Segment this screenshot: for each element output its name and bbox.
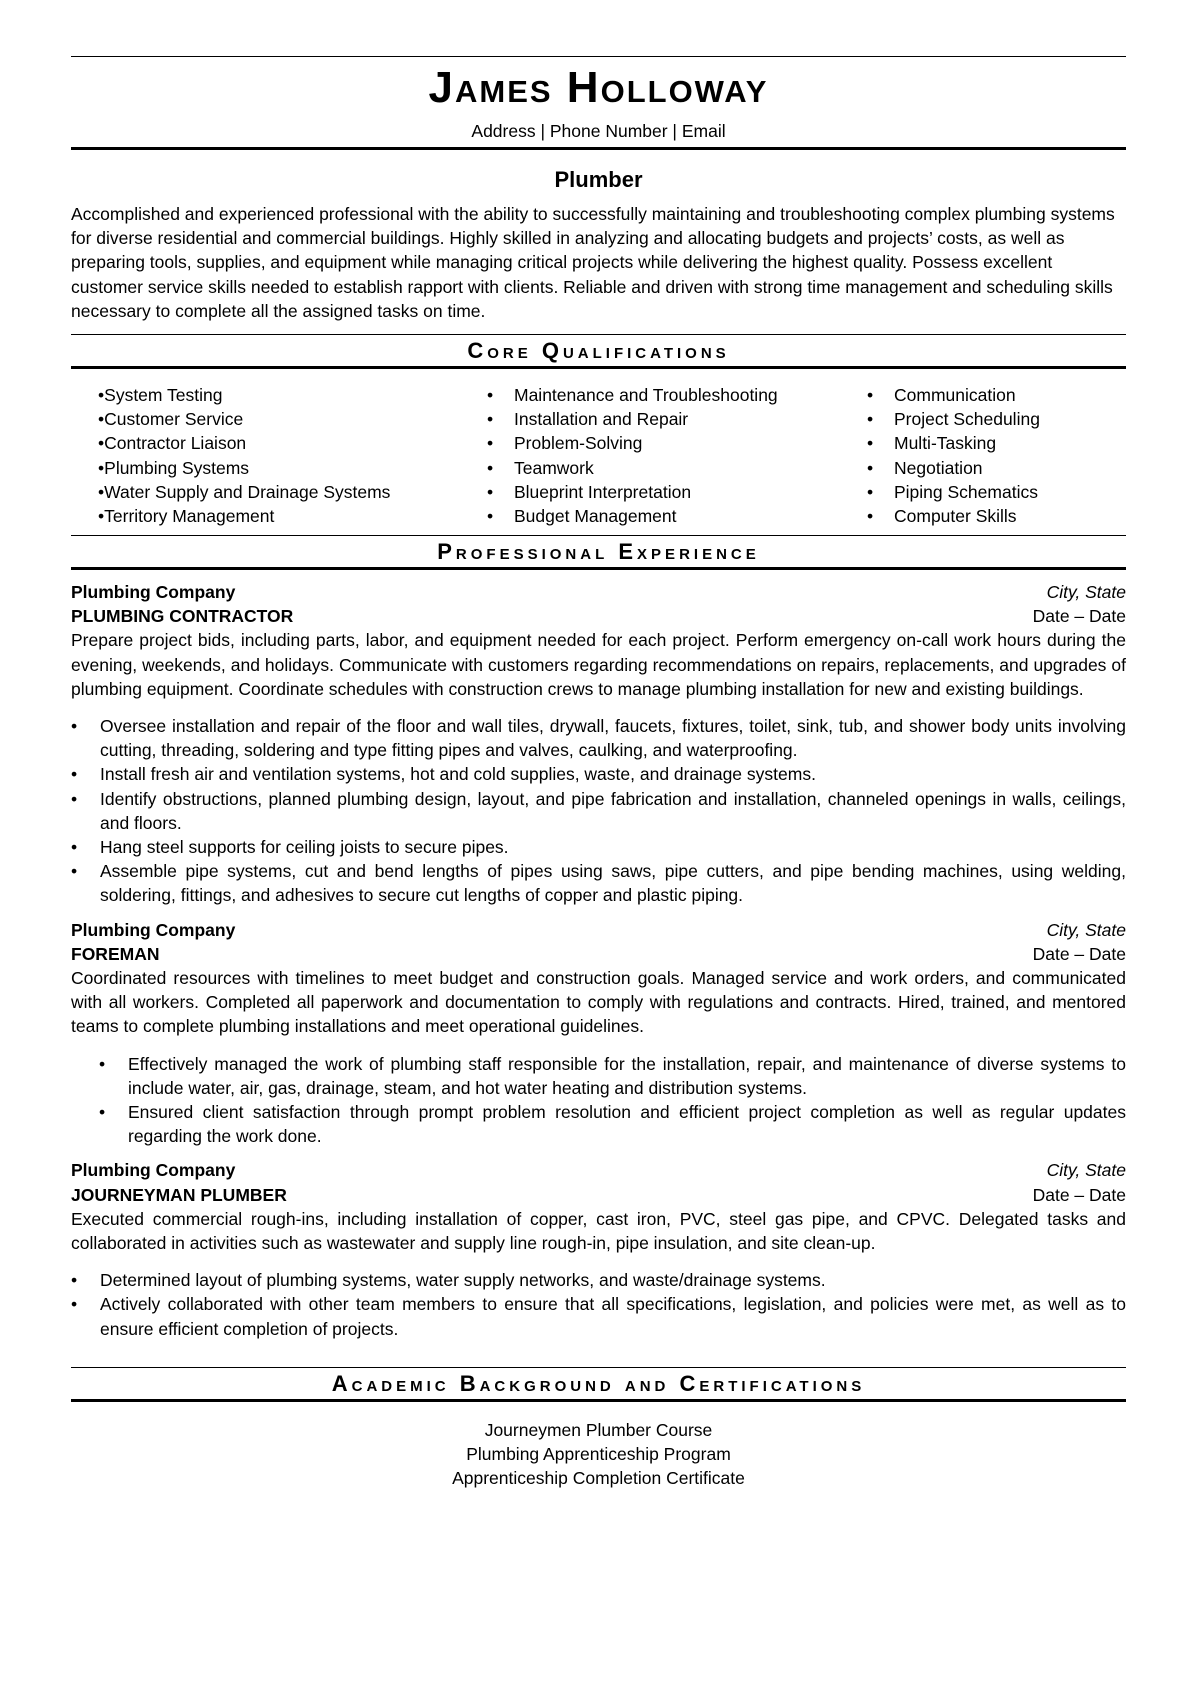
bullet-icon: • bbox=[71, 716, 78, 736]
job-entry-2 bbox=[71, 918, 1126, 1149]
job-bullets bbox=[71, 714, 1126, 908]
core-qualifications-grid bbox=[71, 383, 1126, 527]
bullet-icon: • bbox=[867, 481, 874, 502]
qualification-item: • Piping Schematics bbox=[867, 481, 1038, 502]
job-description: Coordinated resources with timelines to meet budget and construction goals. Managed service and work orders, and communicated with all workers. Completed all paperwork and documentation to comply with regulations and contracts. Hired, trained, and mentored teams to complete plumbing installations and meet operational guidelines. bbox=[71, 968, 1126, 1037]
qualification-item: • Blueprint Interpretation bbox=[487, 481, 692, 502]
candidate-name: James Holloway bbox=[428, 63, 769, 112]
list-item: • Ensured client satisfaction through prompt problem resolution and efficient project completion as well as regular updates regarding the work done. bbox=[99, 1102, 1126, 1147]
job-description: Executed commercial rough-ins, including installation of copper, cast iron, PVC, steel gas pipe, and CPVC. Delegated tasks and collaborated in activities such as wastewater and supply line rough-in, pipe insulation, and site clean-up. bbox=[71, 1208, 1126, 1253]
contact-line: Address | Phone Number | Email bbox=[471, 121, 726, 141]
qualification-item: • Computer Skills bbox=[867, 505, 1017, 526]
section-heading-academic-background: Academic Background and Certifications bbox=[71, 1367, 1126, 1402]
job-description: Prepare project bids, including parts, labor, and equipment needed for each project. Perform emergency on-call work hours during the evening, weekends, and holidays. Communicate with customers regarding recommendations on repairs, replacements, and upgrades of plumbing equipment. Coordinate schedules with construction crews to manage plumbing installation for new and existing buildings. bbox=[71, 630, 1126, 699]
section-heading-professional-experience: Professional Experience bbox=[71, 535, 1126, 570]
list-item: • Determined layout of plumbing systems, water supply networks, and waste/drainage systems. bbox=[71, 1268, 1126, 1292]
company-name: Plumbing Company bbox=[71, 919, 236, 940]
top-rule bbox=[71, 56, 1126, 57]
qualification-item: • Communication bbox=[867, 385, 1016, 406]
bullet-icon: • bbox=[99, 1102, 106, 1123]
qualification-item: •Territory Management bbox=[98, 505, 275, 526]
resume-page bbox=[71, 56, 1126, 1490]
qualifications-column-1 bbox=[71, 383, 486, 527]
bullet-icon: • bbox=[71, 788, 78, 809]
qualification-item: • Problem-Solving bbox=[487, 433, 643, 454]
bullet-icon: • bbox=[98, 385, 105, 406]
qualification-item: • Budget Management bbox=[487, 505, 677, 526]
bullet-icon: • bbox=[71, 861, 78, 882]
list-item: • Assemble pipe systems, cut and bend lengths of pipes using saws, pipe cutters, and pipe bending machines, using welding, soldering, fittings, and adhesives to secure cut lengths of copper and plastic piping. bbox=[71, 861, 1126, 906]
bullet-icon: • bbox=[487, 457, 494, 478]
qualification-item: •Plumbing Systems bbox=[98, 457, 250, 478]
job-bullets bbox=[71, 1052, 1126, 1149]
bullet-icon: • bbox=[71, 837, 78, 858]
job-bullets bbox=[71, 1268, 1126, 1341]
qualification-item: •System Testing bbox=[98, 385, 223, 406]
bullet-icon: • bbox=[487, 385, 494, 406]
qualification-item: •Contractor Liaison bbox=[98, 433, 247, 454]
qualification-item: • Maintenance and Troubleshooting bbox=[487, 385, 778, 406]
qualification-item: • Project Scheduling bbox=[867, 409, 1040, 430]
job-location: City, State bbox=[1046, 919, 1126, 940]
bullet-icon: • bbox=[98, 481, 105, 502]
education-item: Apprenticeship Completion Certificate bbox=[452, 1468, 745, 1489]
qualification-item: •Customer Service bbox=[98, 409, 244, 430]
job-location: City, State bbox=[1046, 1160, 1126, 1181]
education-item: Plumbing Apprenticeship Program bbox=[466, 1444, 731, 1465]
bullet-icon: • bbox=[867, 433, 874, 454]
job-title: Plumber bbox=[554, 167, 643, 192]
job-role: PLUMBING CONTRACTOR bbox=[71, 606, 294, 627]
list-item: • Install fresh air and ventilation systems, hot and cold supplies, waste, and drainage systems. bbox=[71, 762, 1126, 786]
list-item: • Oversee installation and repair of the floor and wall tiles, drywall, faucets, fixtures, toilet, sink, tub, and shower body units involving cutting, threading, soldering and type fitting pipes and valves, caulking, and waterproofing. bbox=[71, 716, 1126, 761]
qualification-item: • Teamwork bbox=[487, 457, 594, 478]
qualification-item: • Multi-Tasking bbox=[867, 433, 997, 454]
header-divider bbox=[71, 147, 1126, 150]
job-role: FOREMAN bbox=[71, 943, 160, 964]
bullet-icon: • bbox=[98, 505, 105, 526]
bullet-icon: • bbox=[867, 505, 874, 526]
job-entry-3 bbox=[71, 1158, 1126, 1340]
bullet-icon: • bbox=[98, 433, 105, 454]
bullet-icon: • bbox=[487, 481, 494, 502]
bullet-icon: • bbox=[867, 409, 874, 430]
qualification-item: •Water Supply and Drainage Systems bbox=[98, 481, 391, 502]
bullet-icon: • bbox=[487, 409, 494, 430]
bullet-icon: • bbox=[99, 1053, 106, 1074]
qualification-item: • Installation and Repair bbox=[487, 409, 689, 430]
bullet-icon: • bbox=[867, 457, 874, 478]
job-entry-1 bbox=[71, 580, 1126, 908]
bullet-icon: • bbox=[487, 505, 494, 526]
bullet-icon: • bbox=[71, 764, 78, 785]
bullet-icon: • bbox=[71, 1294, 78, 1315]
bullet-icon: • bbox=[487, 433, 494, 454]
job-dates: Date – Date bbox=[1032, 606, 1126, 627]
bullet-icon: • bbox=[98, 457, 105, 478]
education-item: Journeymen Plumber Course bbox=[484, 1419, 713, 1440]
education-list bbox=[71, 1418, 1126, 1491]
list-item: • Identify obstructions, planned plumbing design, layout, and pipe fabrication and installation, channeled openings in walls, ceilings, and floors. bbox=[71, 788, 1126, 833]
job-dates: Date – Date bbox=[1032, 1184, 1126, 1205]
list-item: • Actively collaborated with other team members to ensure that all specifications, legislation, and policies were met, as well as to ensure efficient completion of projects. bbox=[71, 1294, 1126, 1339]
qualifications-column-2 bbox=[486, 383, 866, 527]
list-item: • Hang steel supports for ceiling joists to secure pipes. bbox=[71, 835, 1126, 859]
job-location: City, State bbox=[1046, 582, 1126, 603]
job-dates: Date – Date bbox=[1032, 943, 1126, 964]
list-item: • Effectively managed the work of plumbing staff responsible for the installation, repair, and maintenance of diverse systems to include water, air, gas, drainage, steam, and hot water heating and distribution systems. bbox=[99, 1053, 1126, 1098]
bullet-icon: • bbox=[71, 1270, 78, 1291]
company-name: Plumbing Company bbox=[71, 582, 236, 603]
job-role: JOURNEYMAN PLUMBER bbox=[71, 1184, 287, 1205]
bullet-icon: • bbox=[867, 385, 874, 406]
qualification-item: • Negotiation bbox=[867, 457, 983, 478]
summary-paragraph: Accomplished and experienced professional with the ability to successfully maintaining and troubleshooting complex plumbing systems for diverse residential and commercial buildings. Highly skilled in analyzing and allocating budgets and projects’ costs, as well as preparing tools, supplies, and equipment while managing critical projects while delivering the highest quality. Possess excellent customer service skills needed to establish rapport with clients. Reliable and driven with strong time management and scheduling skills necessary to complete all the assigned tasks on time. bbox=[71, 204, 1115, 321]
qualifications-column-3 bbox=[866, 383, 1126, 527]
section-heading-core-qualifications: Core Qualifications bbox=[71, 334, 1126, 369]
bullet-icon: • bbox=[98, 409, 105, 430]
company-name: Plumbing Company bbox=[71, 1160, 236, 1181]
